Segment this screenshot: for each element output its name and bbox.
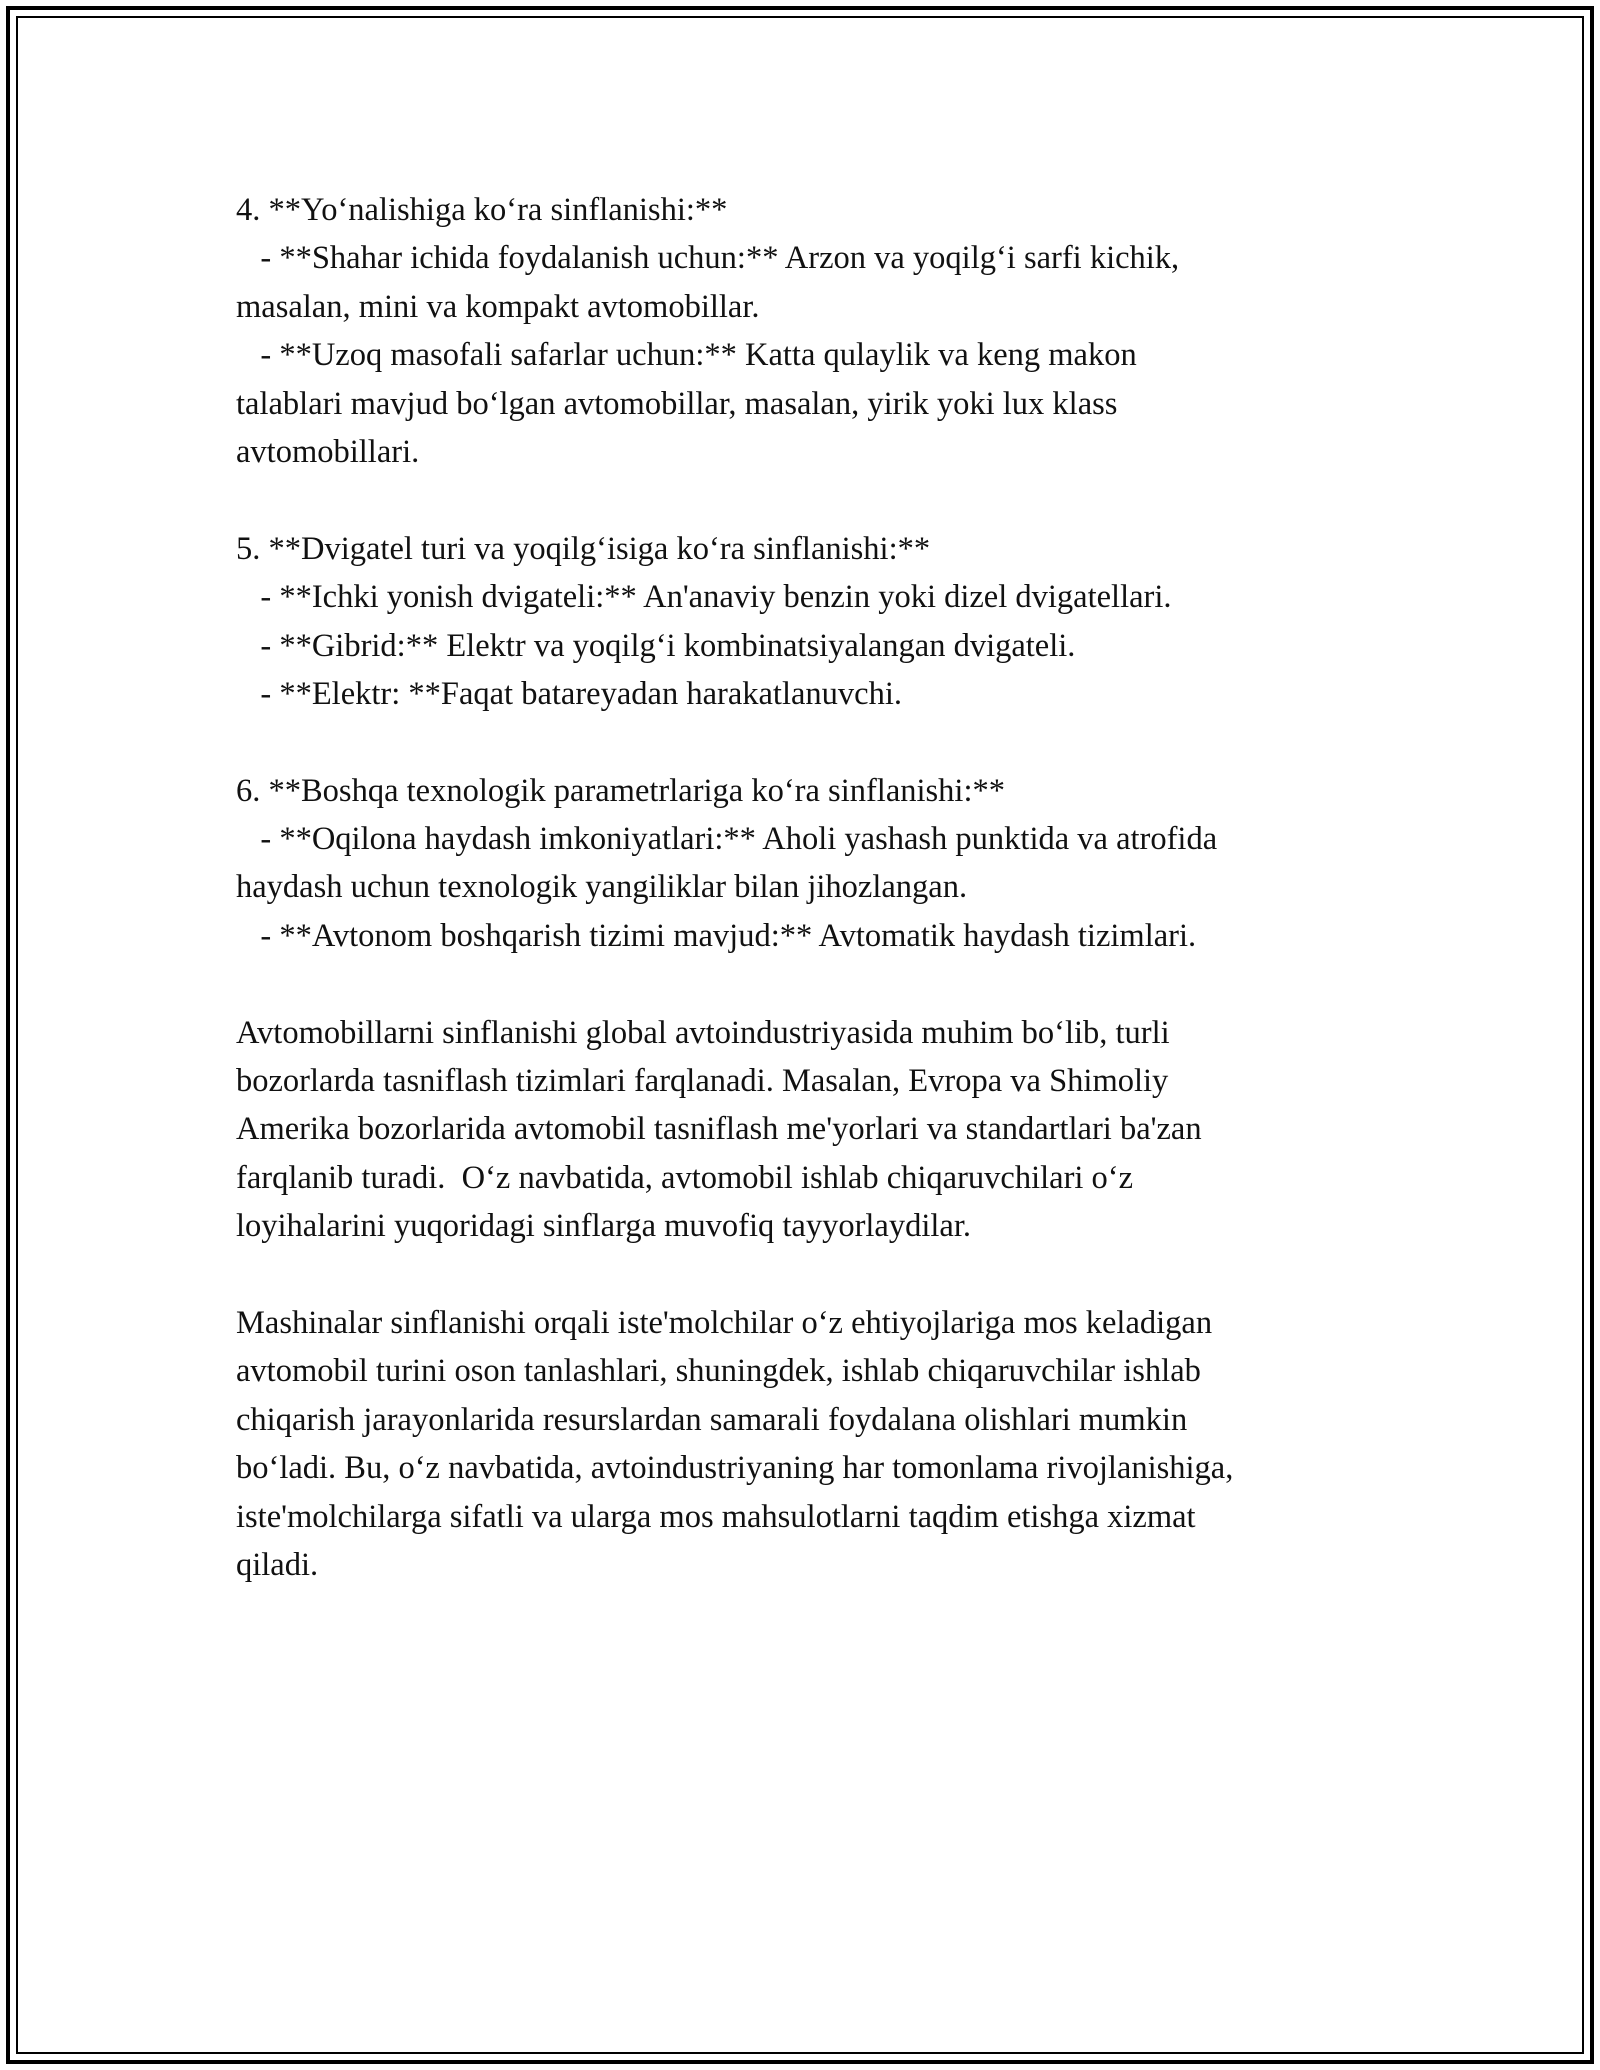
paragraph-line: bo‘ladi. Bu, o‘z navbatida, avtoindustriyaning har tomonlama rivojlanishiga, xyxy=(236,1450,1234,1487)
document-body xyxy=(236,186,1386,1589)
paragraph-line: Mashinalar sinflanishi orqali iste'molchilar o‘z ehtiyojlariga mos keladigan xyxy=(236,1304,1213,1341)
spacer xyxy=(236,960,1386,1008)
paragraph-line: avtomobil turini oson tanlashlari, shuningdek, ishlab chiqaruvchilar ishlab xyxy=(236,1353,1201,1390)
paragraph-1 xyxy=(236,1009,1386,1251)
spacer xyxy=(236,476,1386,524)
spacer xyxy=(236,1251,1386,1299)
list-item: - **Ichki yonish dvigateli:** An'anaviy benzin yoki dizel dvigatellari. xyxy=(236,579,1172,616)
list-item-continuation: avtomobillari. xyxy=(236,433,420,470)
paragraph-line: Avtomobillarni sinflanishi global avtoindustriyasida muhim bo‘lib, turli xyxy=(236,1014,1170,1051)
section-4 xyxy=(236,186,1386,476)
list-item-continuation: haydash uchun texnologik yangiliklar bilan jihozlangan. xyxy=(236,869,968,906)
section-heading: 5. **Dvigatel turi va yoqilg‘isiga ko‘ra sinflanishi:** xyxy=(236,530,931,567)
list-item-continuation: talablari mavjud bo‘lgan avtomobillar, masalan, yirik yoki lux klass xyxy=(236,385,1118,422)
section-heading: 6. **Boshqa texnologik parametrlariga ko‘ra sinflanishi:** xyxy=(236,772,1005,809)
paragraph-2 xyxy=(236,1299,1386,1589)
paragraph-line: qiladi. xyxy=(236,1546,319,1583)
list-item-continuation: masalan, mini va kompakt avtomobillar. xyxy=(236,288,760,325)
list-item: - **Gibrid:** Elektr va yoqilg‘i kombinatsiyalangan dvigateli. xyxy=(236,627,1076,664)
section-heading: 4. **Yo‘nalishiga ko‘ra sinflanishi:** xyxy=(236,192,728,228)
paragraph-line: chiqarish jarayonlarida resurslardan samarali foydalana olishlari mumkin xyxy=(236,1401,1188,1438)
list-item: - **Avtonom boshqarish tizimi mavjud:** Avtomatik haydash tizimlari. xyxy=(236,917,1197,954)
paragraph-line: farqlanib turadi. O‘z navbatida, avtomobil ishlab chiqaruvchilari o‘z xyxy=(236,1159,1134,1196)
list-item: - **Oqilona haydash imkoniyatlari:** Aholi yashash punktida va atrofida xyxy=(236,821,1218,858)
paragraph-line: iste'molchilarga sifatli va ularga mos mahsulotlarni taqdim etishga xizmat xyxy=(236,1498,1196,1535)
paragraph-line: Amerika bozorlarida avtomobil tasniflash me'yorlari va standartlari ba'zan xyxy=(236,1111,1202,1148)
section-6 xyxy=(236,767,1386,961)
list-item: - **Uzoq masofali safarlar uchun:** Katta qulaylik va keng makon xyxy=(236,337,1137,374)
paragraph-line: bozorlarda tasniflash tizimlari farqlanadi. Masalan, Evropa va Shimoliy xyxy=(236,1063,1169,1100)
list-item: - **Shahar ichida foydalanish uchun:** Arzon va yoqilg‘i sarfi kichik, xyxy=(236,240,1180,277)
list-item: - **Elektr: **Faqat batareyadan harakatlanuvchi. xyxy=(236,675,902,712)
spacer xyxy=(236,718,1386,766)
paragraph-line: loyihalarini yuqoridagi sinflarga muvofiq tayyorlaydilar. xyxy=(236,1208,971,1245)
section-5 xyxy=(236,525,1386,719)
